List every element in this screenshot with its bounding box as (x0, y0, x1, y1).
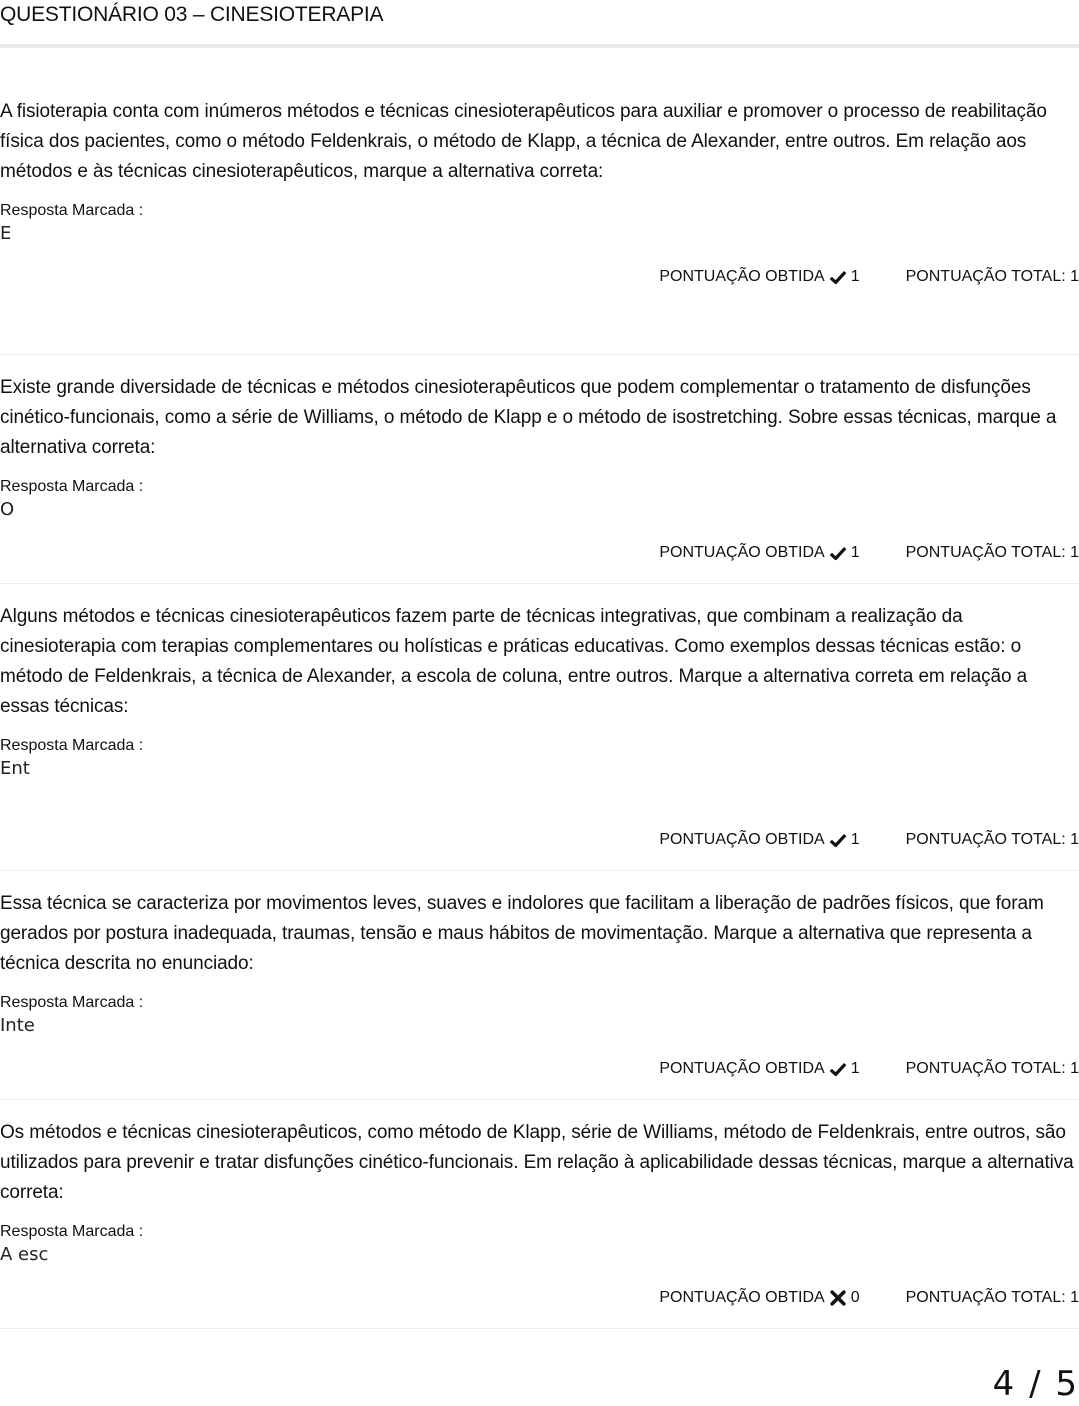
answer-label: Resposta Marcada : (0, 478, 144, 495)
answer-label: Resposta Marcada : (0, 1223, 144, 1240)
questions-list (0, 48, 1079, 1329)
score-obtained-label: PONTUAÇÃO OBTIDA (659, 268, 825, 285)
score-row (0, 543, 1079, 563)
score-obtained-value: 1 (850, 544, 860, 561)
question-card (0, 1118, 1079, 1329)
score-obtained-value: 1 (850, 268, 860, 285)
question-text: Existe grande diversidade de técnicas e métodos cinesioterapêuticos que podem complementar o tratamento de disfunções cinético-funcionais, como a série de Williams, o método de Klapp e o método de isostretching. Sobre essas técnicas, marque a alternativa correta: (0, 377, 1057, 458)
answer-label: Resposta Marcada : (0, 737, 144, 754)
answer-value: E (0, 223, 12, 244)
answer-value: Inte (0, 1015, 35, 1036)
score-total: PONTUAÇÃO TOTAL: 1 (905, 1060, 1079, 1077)
score-total: PONTUAÇÃO TOTAL: 1 (905, 268, 1079, 285)
question-text: A fisioterapia conta com inúmeros métodos e técnicas cinesioterapêuticos para auxiliar e promover o processo de reabilitação física dos pacientes, como o método Feldenkrais, o método de Klapp, a técnica de Alexander, entre outros. Em relação aos métodos e às técnicas cinesioterapêuticos, marque a alternativa correta: (0, 101, 1047, 182)
answer-value: Ent (0, 758, 30, 779)
answer-value: O (0, 499, 15, 520)
score-row (0, 830, 1079, 850)
page-title: QUESTIONÁRIO 03 – CINESIOTERAPIA (0, 3, 384, 26)
score-obtained (659, 1059, 859, 1079)
score-row (0, 1059, 1079, 1079)
score-total: PONTUAÇÃO TOTAL: 1 (905, 1289, 1079, 1306)
question-card (0, 602, 1079, 871)
check-icon (829, 1060, 847, 1078)
question-card (0, 889, 1079, 1100)
answer-value: A esc (0, 1244, 49, 1265)
score-total: PONTUAÇÃO TOTAL: 1 (905, 544, 1079, 561)
score-row (0, 1288, 1079, 1308)
check-icon (829, 831, 847, 849)
score-obtained (659, 543, 859, 563)
cross-icon (829, 1289, 847, 1307)
question-text: Essa técnica se caracteriza por movimentos leves, suaves e indolores que facilitam a liberação de padrões físicos, que foram gerados por postura inadequada, traumas, tensão e maus hábitos de movimentação. Marque a alternativa que representa a técnica descrita no enunciado: (0, 893, 1044, 974)
score-obtained-value: 0 (850, 1289, 860, 1306)
score-obtained-value: 1 (850, 831, 860, 848)
score-obtained-label: PONTUAÇÃO OBTIDA (659, 1060, 825, 1077)
score-obtained-label: PONTUAÇÃO OBTIDA (659, 544, 825, 561)
page-counter: 4 / 5 (992, 1364, 1079, 1404)
question-card (0, 97, 1079, 355)
question-text: Alguns métodos e técnicas cinesioterapêuticos fazem parte de técnicas integrativas, que combinam a realização da cinesioterapia com terapias complementares ou holísticas e práticas educativas. Como exemplos dessas técnicas estão: o método de Feldenkrais, a técnica de Alexander, a escola de coluna, entre outros. Marque a alternativa correta em relação a essas técnicas: (0, 606, 1028, 717)
question-card (0, 373, 1079, 584)
score-row (0, 267, 1079, 287)
check-icon (829, 268, 847, 286)
score-obtained (659, 267, 859, 287)
question-text: Os métodos e técnicas cinesioterapêuticos, como método de Klapp, série de Williams, método de Feldenkrais, entre outros, são utilizados para prevenir e tratar disfunções cinético-funcionais. Em relação à aplicabilidade dessas técnicas, marque a alternativa correta: (0, 1122, 1074, 1203)
page-header (0, 0, 1079, 48)
score-obtained (659, 830, 859, 850)
answer-label: Resposta Marcada : (0, 202, 144, 219)
score-obtained-label: PONTUAÇÃO OBTIDA (659, 1289, 825, 1306)
score-obtained-value: 1 (850, 1060, 860, 1077)
check-icon (829, 544, 847, 562)
score-obtained-label: PONTUAÇÃO OBTIDA (659, 831, 825, 848)
answer-label: Resposta Marcada : (0, 994, 144, 1011)
score-total: PONTUAÇÃO TOTAL: 1 (905, 831, 1079, 848)
score-obtained (659, 1288, 859, 1308)
